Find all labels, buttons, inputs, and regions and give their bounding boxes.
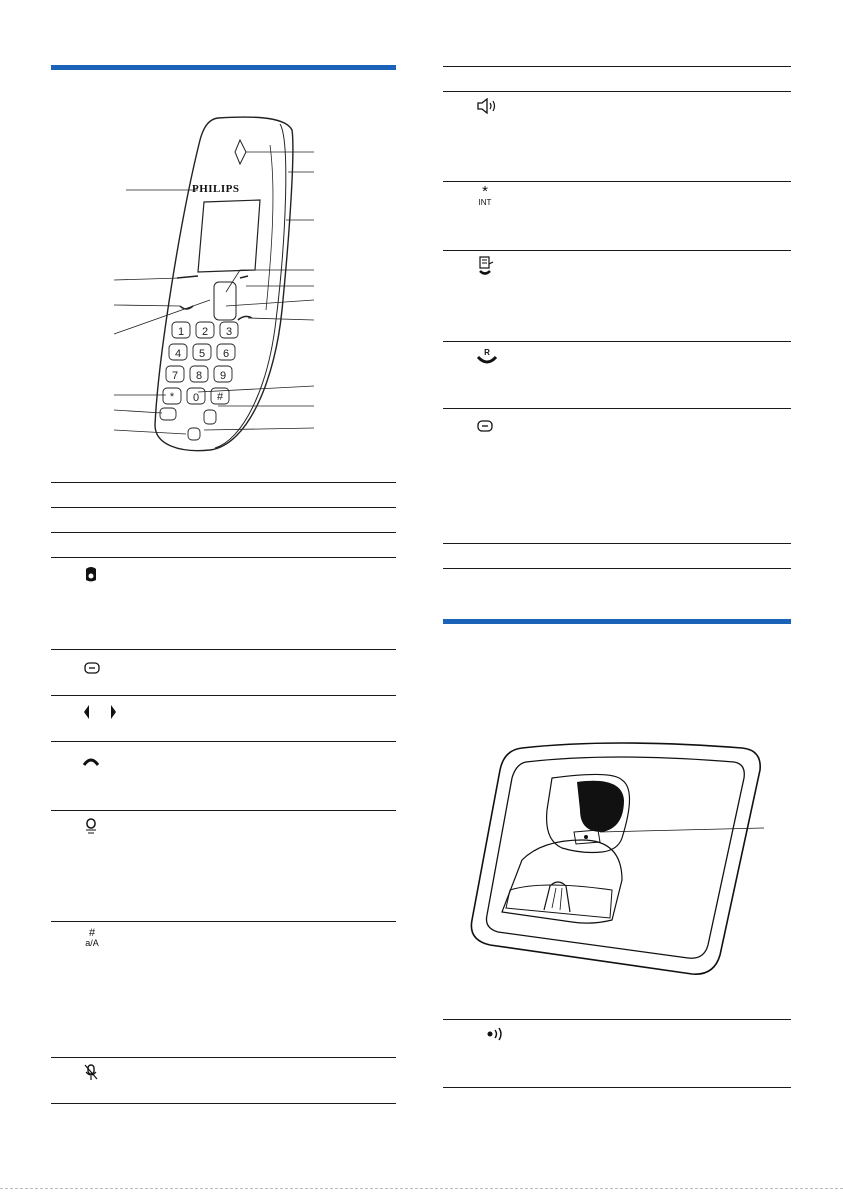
table-rule (51, 1103, 396, 1104)
hash-key-symbol: # (88, 927, 96, 939)
svg-text:7: 7 (171, 370, 179, 382)
svg-text:9: 9 (219, 370, 227, 382)
table-rule (51, 921, 396, 922)
svg-text:1: 1 (177, 326, 185, 338)
end-call-icon (83, 756, 99, 768)
star-int-icon (474, 183, 496, 208)
table-rule (443, 341, 791, 342)
section-rule-base (443, 619, 791, 624)
hash-key-sub: a/A (85, 938, 99, 948)
table-rule (51, 1057, 396, 1058)
table-rule (443, 250, 791, 251)
svg-text:5: 5 (198, 348, 206, 360)
page-bottom-edge (0, 1188, 843, 1189)
redial-icon (478, 256, 494, 276)
table-rule (51, 741, 396, 742)
table-rule (443, 1087, 791, 1088)
table-rule (443, 408, 791, 409)
table-rule (443, 543, 791, 544)
base-station-illustration (462, 740, 772, 990)
phonebook-icon (84, 566, 98, 584)
star-key-sub: INT (478, 198, 492, 207)
mute-ring-icon (84, 818, 98, 836)
svg-text:2: 2 (201, 326, 209, 338)
table-rule (51, 649, 396, 650)
table-rule (443, 1019, 791, 1020)
recall-letter: R (484, 348, 490, 357)
table-rule (51, 557, 396, 558)
table-rule (443, 181, 791, 182)
table-rule (51, 482, 396, 483)
table-rule (443, 66, 791, 67)
table-rule (51, 810, 396, 811)
left-right-arrow-icon (82, 704, 118, 720)
table-rule (443, 568, 791, 569)
softkey-icon (477, 420, 493, 432)
svg-text:8: 8 (195, 370, 203, 382)
table-rule (443, 91, 791, 92)
svg-text:0: 0 (192, 392, 200, 404)
svg-text:4: 4 (174, 348, 182, 360)
paging-icon (486, 1026, 508, 1042)
star-key-symbol: * (482, 183, 488, 200)
svg-text:3: 3 (225, 326, 233, 338)
handset-illustration (100, 110, 330, 460)
table-rule (51, 532, 396, 533)
svg-text:6: 6 (222, 348, 230, 360)
table-rule (51, 695, 396, 696)
table-rule (51, 507, 396, 508)
hash-aA-icon (82, 928, 102, 948)
talk-recall-icon (476, 347, 498, 365)
softkey-icon (84, 662, 100, 674)
svg-text:#: # (216, 391, 224, 403)
section-rule-handset (51, 65, 396, 70)
svg-text:*: * (169, 391, 175, 403)
brand-logo: PHILIPS (192, 183, 240, 195)
speaker-icon (476, 98, 498, 114)
microphone-icon (84, 1064, 98, 1082)
